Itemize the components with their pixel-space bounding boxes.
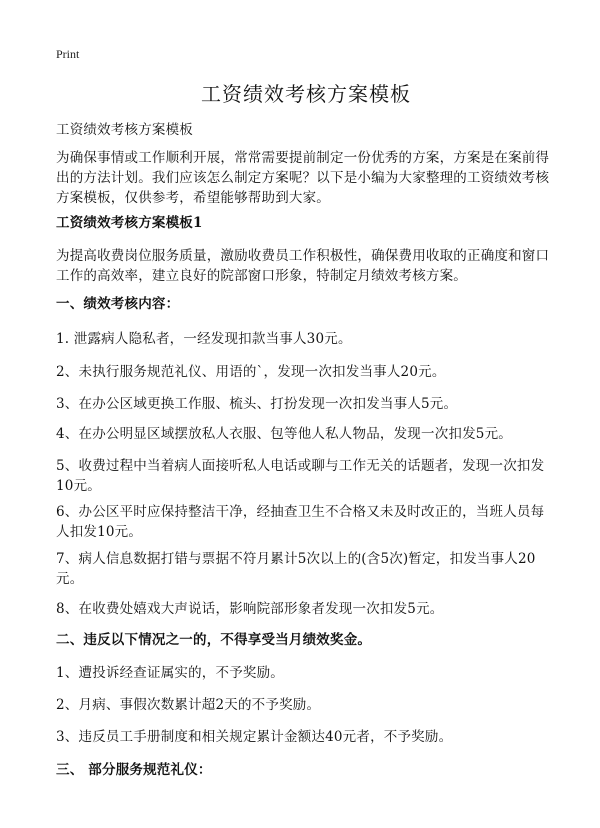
- list-item: 7、病人信息数据打错与票据不符月累计5次以上的(含5次)暂定，扣发当事人20元。: [56, 551, 536, 587]
- document-title: 工资绩效考核方案模板: [201, 82, 411, 106]
- section1-heading: 工资绩效考核方案模板1: [56, 215, 203, 231]
- list-item: 2、月病、事假次数累计超2天的不予奖励。: [56, 697, 321, 713]
- list-item: 2、未执行服务规范礼仪、用语的`，发现一次扣发当事人20元。: [56, 364, 446, 380]
- section1-intro: 为提高收费岗位服务质量，激励收费员工作积极性，确保费用收取的正确度和窗口工作的高效率，建立良好的院部窗口形象，特制定月绩效考核方案。: [56, 248, 550, 284]
- list-item: 3、在办公区域更换工作服、梳头、打扮发现一次扣发当事人5元。: [56, 396, 458, 412]
- part1-heading: 一、绩效考核内容：: [56, 296, 180, 312]
- part2-heading: 二、违反以下情况之一的，不得享受当月绩效奖金。: [56, 632, 372, 648]
- part3-heading: 三、 部分服务规范礼仪：: [56, 762, 212, 778]
- document-subtitle: 工资绩效考核方案模板: [56, 122, 193, 138]
- list-item: 4、在办公明显区域摆放私人衣服、包等他人私人物品，发现一次扣发5元。: [56, 426, 512, 442]
- list-item: 1、遭投诉经查证属实的，不予奖励。: [56, 665, 284, 681]
- list-item: 3、违反员工手册制度和相关规定累计金额达40元者，不予奖励。: [56, 729, 453, 745]
- list-item: 6、办公区平时应保持整洁干净，经抽查卫生不合格又未及时改正的，当班人员每人扣发10元。: [56, 504, 545, 540]
- list-item: 5、收费过程中当着病人面接听私人电话或聊与工作无关的话题者，发现一次扣发10元。: [56, 458, 545, 494]
- intro-paragraph: 为确保事情或工作顺利开展，常常需要提前制定一份优秀的方案，方案是在案前得出的方法计划。我们应该怎么制定方案呢？以下是小编为大家整理的工资绩效考核方案模板，仅供参考，希望能够帮助到大家。: [56, 150, 550, 206]
- print-label: Print: [56, 47, 80, 61]
- list-item: 1. 泄露病人隐私者，一经发现扣款当事人30元。: [56, 331, 352, 347]
- list-item: 8、在收费处嬉戏大声说话，影响院部形象者发现一次扣发5元。: [56, 601, 444, 617]
